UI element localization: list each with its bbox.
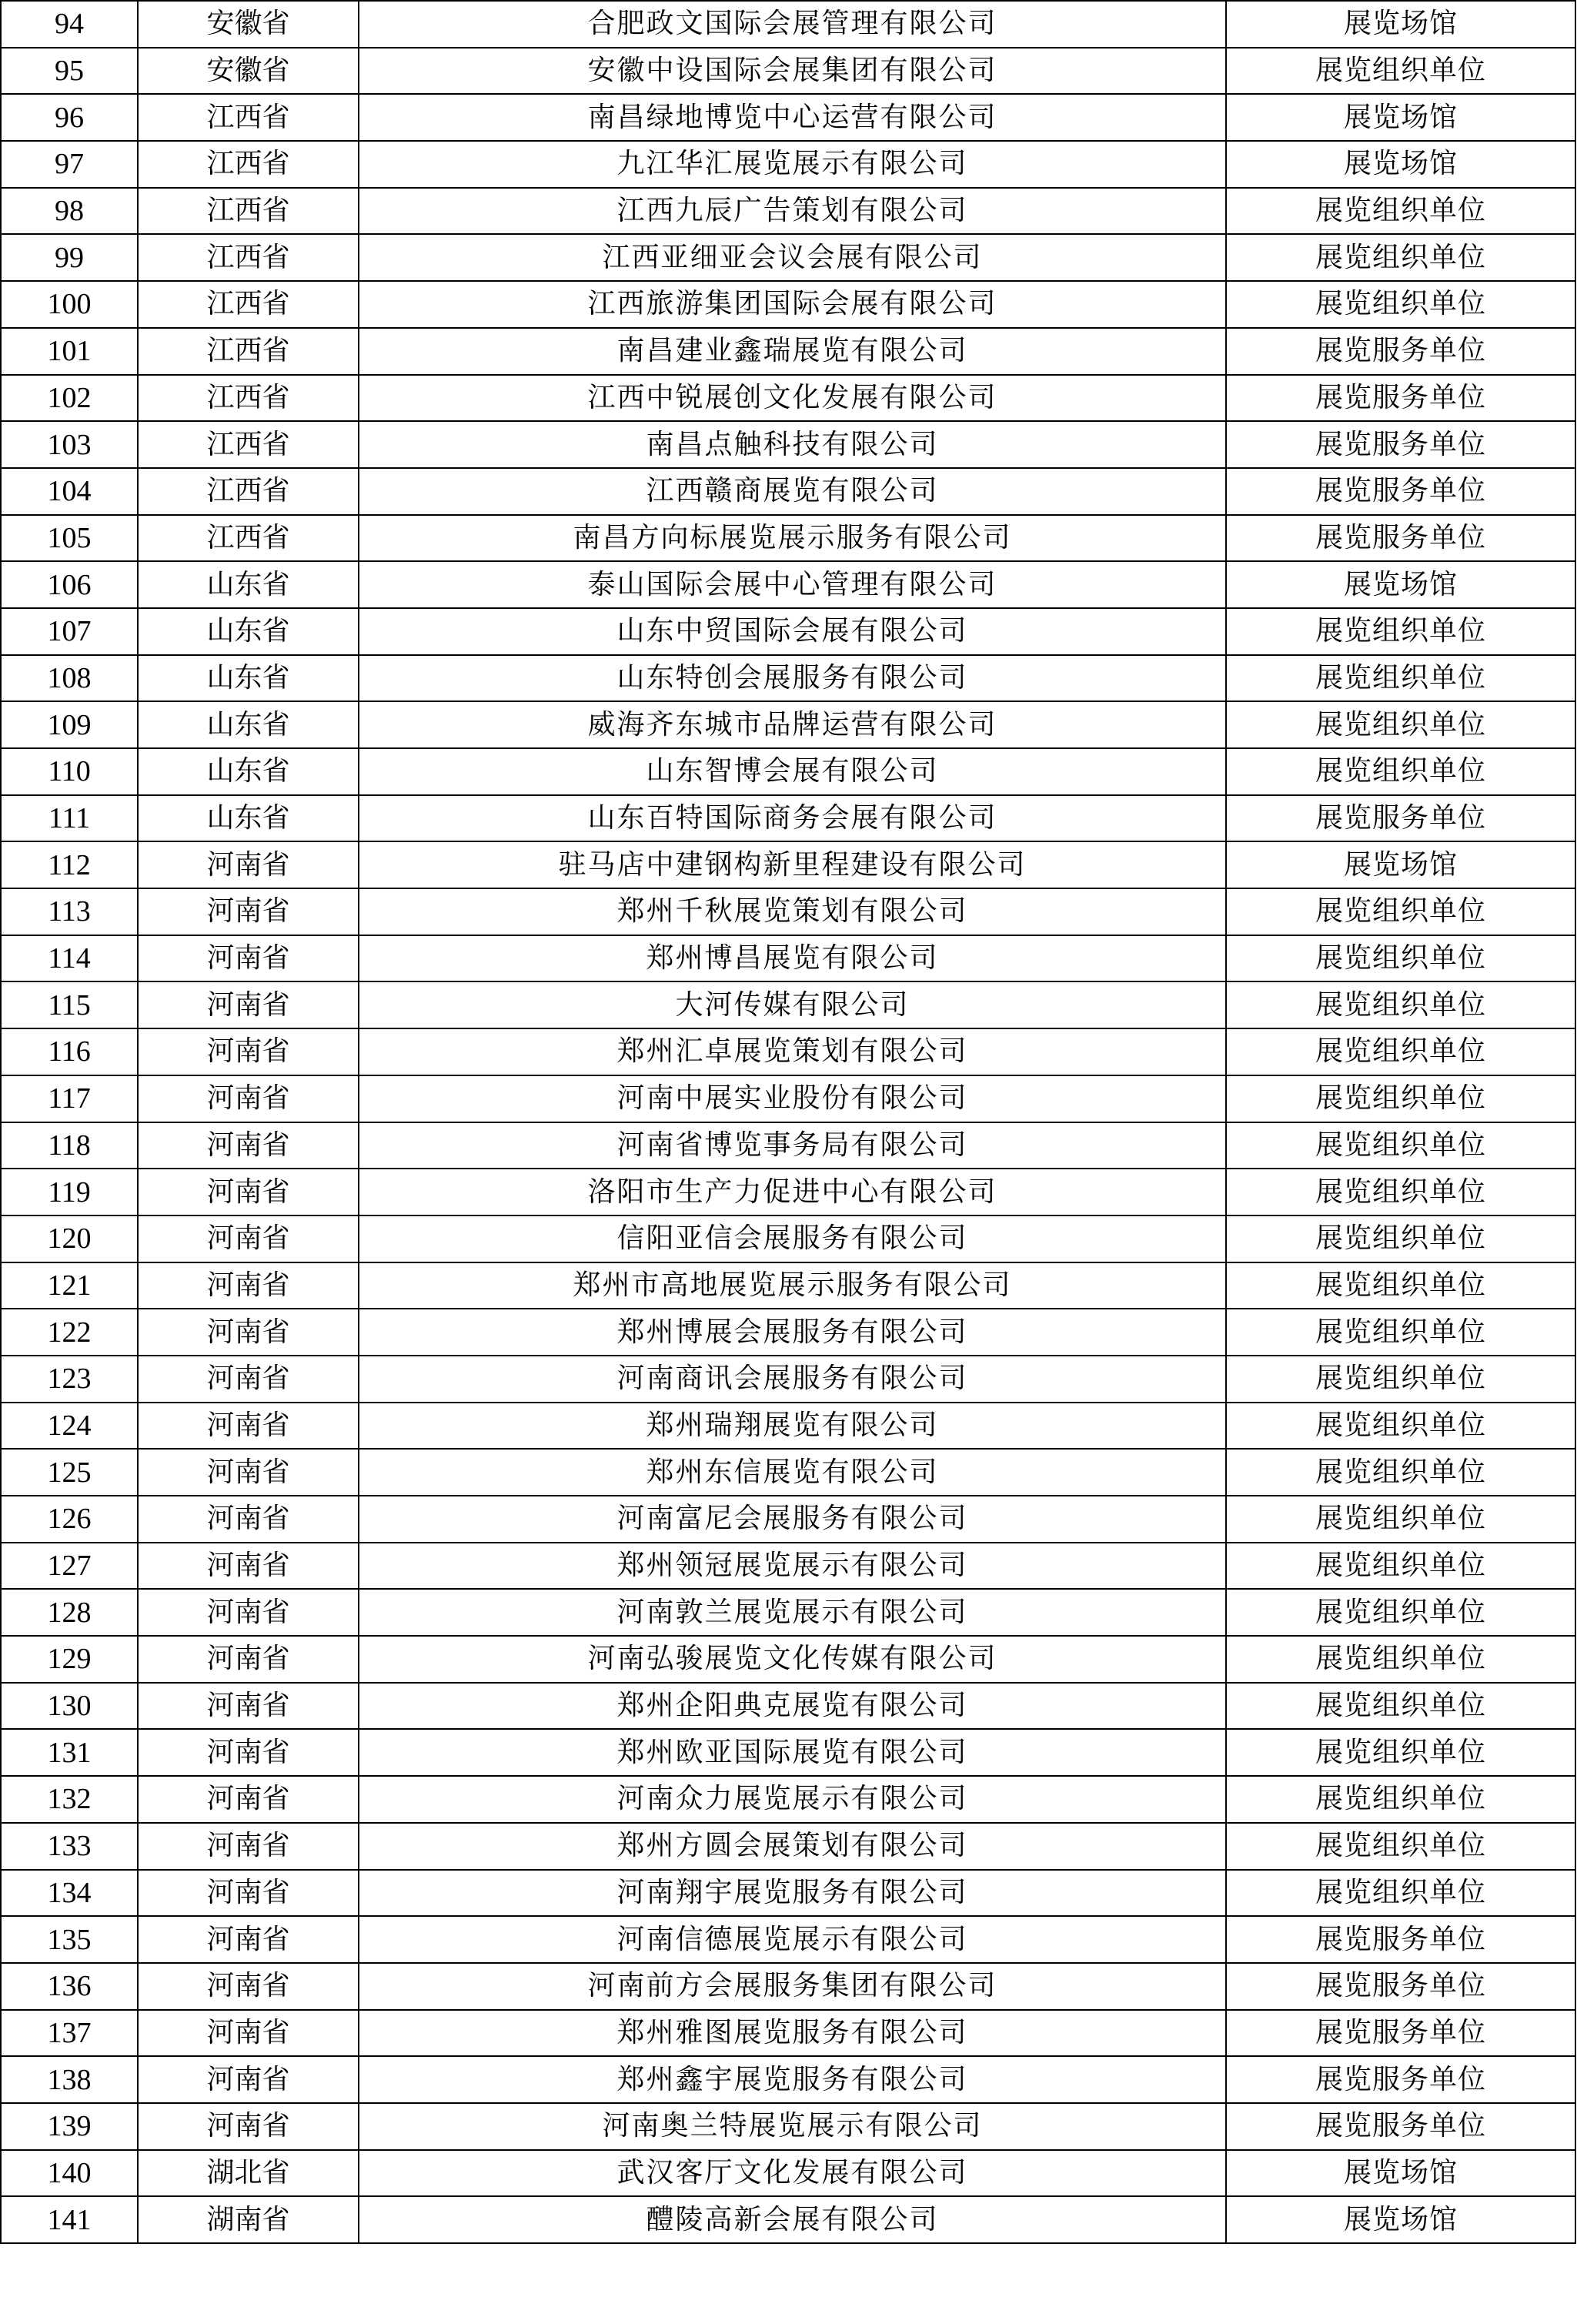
row-number-cell: 111: [1, 795, 138, 842]
table-row: [1, 375, 1575, 422]
category-cell: 展览场馆: [1226, 1, 1575, 48]
company-name-cell: 江西旅游集团国际会展有限公司: [359, 281, 1226, 328]
category-cell: 展览组织单位: [1226, 1589, 1575, 1636]
province-cell: 湖南省: [138, 2196, 359, 2243]
table-row: [1, 841, 1575, 888]
province-cell: 河南省: [138, 1262, 359, 1309]
province-cell: 河南省: [138, 888, 359, 935]
company-name-cell: 南昌建业鑫瑞展览有限公司: [359, 328, 1226, 375]
table-row: [1, 1028, 1575, 1075]
province-cell: 河南省: [138, 935, 359, 982]
table-row: [1, 2010, 1575, 2057]
category-cell: 展览组织单位: [1226, 188, 1575, 235]
company-name-cell: 山东百特国际商务会展有限公司: [359, 795, 1226, 842]
province-cell: 江西省: [138, 94, 359, 141]
company-name-cell: 河南敦兰展览展示有限公司: [359, 1589, 1226, 1636]
province-cell: 河南省: [138, 1636, 359, 1683]
category-cell: 展览组织单位: [1226, 1683, 1575, 1730]
table-row: [1, 1776, 1575, 1823]
province-cell: 河南省: [138, 1169, 359, 1216]
row-number-cell: 120: [1, 1216, 138, 1262]
row-number-cell: 103: [1, 421, 138, 468]
category-cell: 展览组织单位: [1226, 1356, 1575, 1403]
company-name-cell: 郑州博展会展服务有限公司: [359, 1309, 1226, 1356]
category-cell: 展览组织单位: [1226, 234, 1575, 281]
row-number-cell: 133: [1, 1823, 138, 1870]
category-cell: 展览组织单位: [1226, 655, 1575, 702]
province-cell: 河南省: [138, 1589, 359, 1636]
table-row: [1, 188, 1575, 235]
category-cell: 展览组织单位: [1226, 1216, 1575, 1262]
company-name-cell: 河南前方会展服务集团有限公司: [359, 1963, 1226, 2010]
company-name-cell: 山东中贸国际会展有限公司: [359, 608, 1226, 655]
company-name-cell: 河南信德展览展示有限公司: [359, 1916, 1226, 1963]
province-cell: 河南省: [138, 1870, 359, 1917]
row-number-cell: 99: [1, 234, 138, 281]
province-cell: 河南省: [138, 1216, 359, 1262]
province-cell: 河南省: [138, 1403, 359, 1450]
category-cell: 展览组织单位: [1226, 1449, 1575, 1496]
company-name-cell: 九江华汇展览展示有限公司: [359, 141, 1226, 188]
company-name-cell: 郑州欧亚国际展览有限公司: [359, 1729, 1226, 1776]
category-cell: 展览服务单位: [1226, 375, 1575, 422]
company-name-cell: 南昌方向标展览展示服务有限公司: [359, 515, 1226, 562]
company-name-cell: 南昌绿地博览中心运营有限公司: [359, 94, 1226, 141]
table-row: [1, 1169, 1575, 1216]
company-name-cell: 南昌点触科技有限公司: [359, 421, 1226, 468]
category-cell: 展览服务单位: [1226, 515, 1575, 562]
table-row: [1, 981, 1575, 1028]
category-cell: 展览组织单位: [1226, 1403, 1575, 1450]
row-number-cell: 108: [1, 655, 138, 702]
table-row: [1, 655, 1575, 702]
row-number-cell: 126: [1, 1496, 138, 1543]
table-row: [1, 1636, 1575, 1683]
table-row: [1, 2056, 1575, 2103]
row-number-cell: 128: [1, 1589, 138, 1636]
row-number-cell: 118: [1, 1122, 138, 1169]
company-name-cell: 驻马店中建钢构新里程建设有限公司: [359, 841, 1226, 888]
province-cell: 山东省: [138, 748, 359, 795]
category-cell: 展览组织单位: [1226, 935, 1575, 982]
category-cell: 展览组织单位: [1226, 1870, 1575, 1917]
row-number-cell: 117: [1, 1075, 138, 1122]
table-row: [1, 1823, 1575, 1870]
table-row: [1, 141, 1575, 188]
category-cell: 展览组织单位: [1226, 1262, 1575, 1309]
table-row: [1, 1729, 1575, 1776]
row-number-cell: 131: [1, 1729, 138, 1776]
table-row: [1, 888, 1575, 935]
province-cell: 河南省: [138, 1963, 359, 2010]
province-cell: 河南省: [138, 981, 359, 1028]
company-name-cell: 郑州方圆会展策划有限公司: [359, 1823, 1226, 1870]
row-number-cell: 94: [1, 1, 138, 48]
row-number-cell: 107: [1, 608, 138, 655]
province-cell: 山东省: [138, 701, 359, 748]
row-number-cell: 102: [1, 375, 138, 422]
province-cell: 河南省: [138, 841, 359, 888]
company-name-cell: 山东智博会展有限公司: [359, 748, 1226, 795]
company-name-cell: 郑州东信展览有限公司: [359, 1449, 1226, 1496]
company-name-cell: 江西九辰广告策划有限公司: [359, 188, 1226, 235]
row-number-cell: 100: [1, 281, 138, 328]
province-cell: 江西省: [138, 141, 359, 188]
table-row: [1, 748, 1575, 795]
province-cell: 河南省: [138, 2103, 359, 2150]
row-number-cell: 132: [1, 1776, 138, 1823]
company-name-cell: 郑州企阳典克展览有限公司: [359, 1683, 1226, 1730]
table-row: [1, 1449, 1575, 1496]
table-row: [1, 795, 1575, 842]
category-cell: 展览组织单位: [1226, 1122, 1575, 1169]
province-cell: 山东省: [138, 608, 359, 655]
province-cell: 河南省: [138, 2056, 359, 2103]
company-name-cell: 安徽中设国际会展集团有限公司: [359, 48, 1226, 95]
company-name-cell: 河南富尼会展服务有限公司: [359, 1496, 1226, 1543]
table-row: [1, 1916, 1575, 1963]
category-cell: 展览服务单位: [1226, 2103, 1575, 2150]
province-cell: 河南省: [138, 1356, 359, 1403]
company-name-cell: 河南奥兰特展览展示有限公司: [359, 2103, 1226, 2150]
table-row: [1, 561, 1575, 608]
province-cell: 江西省: [138, 281, 359, 328]
table-row: [1, 468, 1575, 515]
category-cell: 展览组织单位: [1226, 48, 1575, 95]
row-number-cell: 101: [1, 328, 138, 375]
company-name-cell: 郑州领冠展览展示有限公司: [359, 1543, 1226, 1590]
category-cell: 展览场馆: [1226, 2150, 1575, 2197]
company-name-cell: 郑州鑫宇展览服务有限公司: [359, 2056, 1226, 2103]
province-cell: 江西省: [138, 468, 359, 515]
row-number-cell: 122: [1, 1309, 138, 1356]
table-row: [1, 1543, 1575, 1590]
table-row: [1, 701, 1575, 748]
table-row: [1, 94, 1575, 141]
table-row: [1, 48, 1575, 95]
row-number-cell: 114: [1, 935, 138, 982]
category-cell: 展览场馆: [1226, 2196, 1575, 2243]
table-row: [1, 2196, 1575, 2243]
company-name-cell: 武汉客厅文化发展有限公司: [359, 2150, 1226, 2197]
company-name-cell: 泰山国际会展中心管理有限公司: [359, 561, 1226, 608]
province-cell: 江西省: [138, 421, 359, 468]
category-cell: 展览服务单位: [1226, 795, 1575, 842]
category-cell: 展览组织单位: [1226, 981, 1575, 1028]
province-cell: 山东省: [138, 655, 359, 702]
row-number-cell: 129: [1, 1636, 138, 1683]
row-number-cell: 139: [1, 2103, 138, 2150]
company-name-cell: 江西亚细亚会议会展有限公司: [359, 234, 1226, 281]
province-cell: 河南省: [138, 1729, 359, 1776]
province-cell: 山东省: [138, 795, 359, 842]
row-number-cell: 119: [1, 1169, 138, 1216]
province-cell: 河南省: [138, 1496, 359, 1543]
company-name-cell: 信阳亚信会展服务有限公司: [359, 1216, 1226, 1262]
category-cell: 展览服务单位: [1226, 328, 1575, 375]
category-cell: 展览服务单位: [1226, 468, 1575, 515]
company-name-cell: 大河传媒有限公司: [359, 981, 1226, 1028]
category-cell: 展览组织单位: [1226, 701, 1575, 748]
table-row: [1, 608, 1575, 655]
table-row: [1, 1683, 1575, 1730]
table-row: [1, 1870, 1575, 1917]
table-row: [1, 1496, 1575, 1543]
row-number-cell: 130: [1, 1683, 138, 1730]
row-number-cell: 137: [1, 2010, 138, 2057]
company-name-cell: 郑州雅图展览服务有限公司: [359, 2010, 1226, 2057]
province-cell: 安徽省: [138, 48, 359, 95]
company-name-cell: 醴陵高新会展有限公司: [359, 2196, 1226, 2243]
table-body: [1, 1, 1575, 2243]
category-cell: 展览服务单位: [1226, 2010, 1575, 2057]
row-number-cell: 121: [1, 1262, 138, 1309]
company-name-cell: 江西中锐展创文化发展有限公司: [359, 375, 1226, 422]
province-cell: 河南省: [138, 1683, 359, 1730]
company-name-cell: 洛阳市生产力促进中心有限公司: [359, 1169, 1226, 1216]
category-cell: 展览服务单位: [1226, 1916, 1575, 1963]
category-cell: 展览组织单位: [1226, 1776, 1575, 1823]
category-cell: 展览组织单位: [1226, 1496, 1575, 1543]
row-number-cell: 95: [1, 48, 138, 95]
category-cell: 展览组织单位: [1226, 1823, 1575, 1870]
province-cell: 河南省: [138, 2010, 359, 2057]
province-cell: 河南省: [138, 1776, 359, 1823]
row-number-cell: 115: [1, 981, 138, 1028]
table-row: [1, 1075, 1575, 1122]
company-name-cell: 郑州千秋展览策划有限公司: [359, 888, 1226, 935]
province-cell: 河南省: [138, 1543, 359, 1590]
province-cell: 湖北省: [138, 2150, 359, 2197]
table-row: [1, 1122, 1575, 1169]
row-number-cell: 140: [1, 2150, 138, 2197]
province-cell: 安徽省: [138, 1, 359, 48]
table-row: [1, 2150, 1575, 2197]
province-cell: 江西省: [138, 328, 359, 375]
table-row: [1, 421, 1575, 468]
row-number-cell: 134: [1, 1870, 138, 1917]
table-row: [1, 515, 1575, 562]
category-cell: 展览场馆: [1226, 141, 1575, 188]
company-name-cell: 威海齐东城市品牌运营有限公司: [359, 701, 1226, 748]
province-cell: 河南省: [138, 1449, 359, 1496]
row-number-cell: 110: [1, 748, 138, 795]
row-number-cell: 105: [1, 515, 138, 562]
category-cell: 展览组织单位: [1226, 281, 1575, 328]
row-number-cell: 104: [1, 468, 138, 515]
table-row: [1, 1403, 1575, 1450]
province-cell: 江西省: [138, 188, 359, 235]
category-cell: 展览组织单位: [1226, 608, 1575, 655]
table-row: [1, 935, 1575, 982]
row-number-cell: 116: [1, 1028, 138, 1075]
province-cell: 江西省: [138, 234, 359, 281]
table-row: [1, 1356, 1575, 1403]
category-cell: 展览场馆: [1226, 841, 1575, 888]
table-row: [1, 1, 1575, 48]
row-number-cell: 106: [1, 561, 138, 608]
category-cell: 展览组织单位: [1226, 1636, 1575, 1683]
table-row: [1, 1216, 1575, 1262]
category-cell: 展览场馆: [1226, 94, 1575, 141]
company-name-cell: 合肥政文国际会展管理有限公司: [359, 1, 1226, 48]
province-cell: 江西省: [138, 515, 359, 562]
table-row: [1, 328, 1575, 375]
company-name-cell: 河南翔宇展览服务有限公司: [359, 1870, 1226, 1917]
province-cell: 河南省: [138, 1075, 359, 1122]
category-cell: 展览服务单位: [1226, 421, 1575, 468]
row-number-cell: 141: [1, 2196, 138, 2243]
row-number-cell: 96: [1, 94, 138, 141]
category-cell: 展览组织单位: [1226, 1309, 1575, 1356]
company-name-cell: 郑州市高地展览展示服务有限公司: [359, 1262, 1226, 1309]
row-number-cell: 125: [1, 1449, 138, 1496]
company-name-cell: 郑州汇卓展览策划有限公司: [359, 1028, 1226, 1075]
category-cell: 展览场馆: [1226, 561, 1575, 608]
company-name-cell: 河南中展实业股份有限公司: [359, 1075, 1226, 1122]
province-cell: 河南省: [138, 1823, 359, 1870]
company-name-cell: 河南商讯会展服务有限公司: [359, 1356, 1226, 1403]
category-cell: 展览组织单位: [1226, 1729, 1575, 1776]
row-number-cell: 127: [1, 1543, 138, 1590]
row-number-cell: 97: [1, 141, 138, 188]
category-cell: 展览组织单位: [1226, 888, 1575, 935]
table-row: [1, 1262, 1575, 1309]
table-row: [1, 1589, 1575, 1636]
category-cell: 展览组织单位: [1226, 1169, 1575, 1216]
company-name-cell: 郑州瑞翔展览有限公司: [359, 1403, 1226, 1450]
row-number-cell: 113: [1, 888, 138, 935]
province-cell: 江西省: [138, 375, 359, 422]
company-name-cell: 山东特创会展服务有限公司: [359, 655, 1226, 702]
table-row: [1, 234, 1575, 281]
table-row: [1, 281, 1575, 328]
province-cell: 河南省: [138, 1122, 359, 1169]
row-number-cell: 138: [1, 2056, 138, 2103]
category-cell: 展览组织单位: [1226, 1075, 1575, 1122]
category-cell: 展览组织单位: [1226, 1028, 1575, 1075]
row-number-cell: 136: [1, 1963, 138, 2010]
category-cell: 展览组织单位: [1226, 748, 1575, 795]
company-name-cell: 河南弘骏展览文化传媒有限公司: [359, 1636, 1226, 1683]
company-name-cell: 河南省博览事务局有限公司: [359, 1122, 1226, 1169]
table-row: [1, 1309, 1575, 1356]
row-number-cell: 112: [1, 841, 138, 888]
row-number-cell: 123: [1, 1356, 138, 1403]
category-cell: 展览组织单位: [1226, 1543, 1575, 1590]
company-name-cell: 郑州博昌展览有限公司: [359, 935, 1226, 982]
row-number-cell: 124: [1, 1403, 138, 1450]
province-cell: 河南省: [138, 1028, 359, 1075]
category-cell: 展览服务单位: [1226, 1963, 1575, 2010]
province-cell: 河南省: [138, 1309, 359, 1356]
row-number-cell: 109: [1, 701, 138, 748]
company-name-cell: 江西赣商展览有限公司: [359, 468, 1226, 515]
province-cell: 山东省: [138, 561, 359, 608]
table-row: [1, 2103, 1575, 2150]
row-number-cell: 98: [1, 188, 138, 235]
company-name-cell: 河南众力展览展示有限公司: [359, 1776, 1226, 1823]
category-cell: 展览服务单位: [1226, 2056, 1575, 2103]
row-number-cell: 135: [1, 1916, 138, 1963]
province-cell: 河南省: [138, 1916, 359, 1963]
table-row: [1, 1963, 1575, 2010]
